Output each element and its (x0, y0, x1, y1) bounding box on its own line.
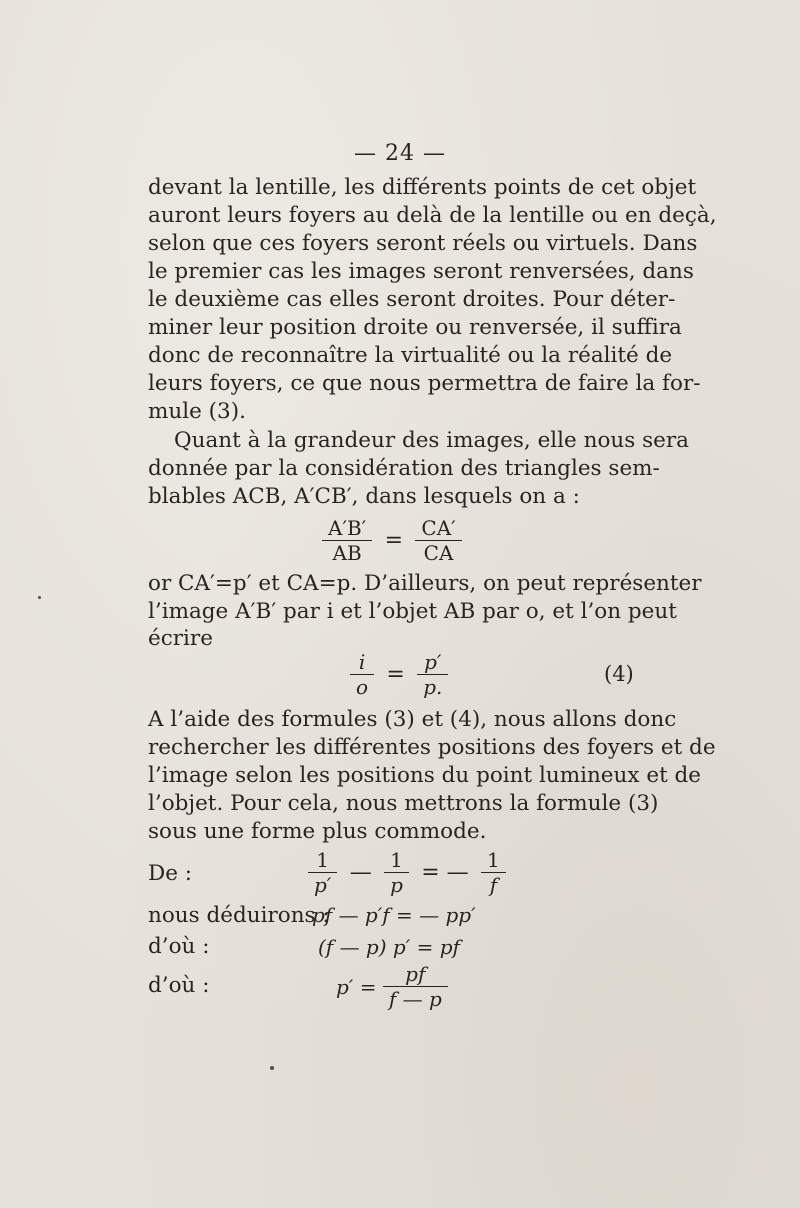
derivation-label: nous déduirons : (148, 903, 330, 928)
fraction (322, 516, 372, 565)
derivation-label: d’où : (148, 973, 210, 998)
formula-derivation-4 (336, 962, 448, 1011)
fraction-denominator: p′ (314, 873, 332, 897)
formula-derivation-1 (308, 848, 506, 897)
fraction-numerator: 1 (308, 848, 337, 873)
fraction-numerator: pf (383, 962, 448, 987)
derivation-label: d’où : (148, 934, 210, 959)
text-line: l’image A′B′ par i et l’objet AB par o, et l’on peut (148, 599, 677, 624)
text-line: mule (3). (148, 399, 246, 424)
fraction-numerator: A′B′ (322, 516, 372, 541)
fraction-denominator: AB (332, 541, 362, 565)
equation-number: (4) (604, 662, 634, 686)
fraction-numerator: 1 (481, 848, 506, 873)
fraction (350, 650, 374, 699)
formula-ratio (322, 516, 462, 565)
fraction (417, 650, 448, 699)
text-line: sous une forme plus commode. (148, 819, 487, 844)
fraction-numerator: 1 (384, 848, 409, 873)
text-line: donnée par la considération des triangles sem- (148, 456, 660, 481)
formula-lhs: p′ = (336, 974, 377, 999)
fraction-denominator: f — p (388, 987, 442, 1011)
fraction-denominator: CA (423, 541, 454, 565)
paper-speck (270, 1066, 274, 1070)
fraction-denominator: p. (423, 675, 443, 699)
page-number: — 24 — (354, 141, 446, 166)
fraction (383, 962, 448, 1011)
text-line: donc de reconnaître la virtualité ou la réalité de (148, 343, 673, 368)
text-line: blables ACB, A′CB′, dans lesquels on a : (148, 484, 580, 509)
text-line: Quant à la grandeur des images, elle nous sera (174, 428, 689, 453)
text-line: écrire (148, 626, 213, 651)
minus-sign: — (349, 860, 372, 885)
derivation-label: De : (148, 861, 193, 886)
text-line: selon que ces foyers seront réels ou virtuels. Dans (148, 231, 698, 256)
text-line: devant la lentille, les différents points de cet objet (148, 175, 697, 200)
fraction-numerator: p′ (417, 650, 448, 675)
text-line: leurs foyers, ce que nous permettra de faire la for- (148, 371, 701, 396)
text-line: le deuxième cas elles seront droites. Pour déter- (148, 287, 676, 312)
fraction-numerator: CA′ (415, 516, 461, 541)
formula-derivation-2: pf — p′f = — pp′ (312, 903, 476, 927)
fraction-denominator: p (390, 873, 403, 897)
fraction-denominator: o (356, 675, 369, 699)
fraction-denominator: f (489, 873, 498, 897)
text-line: l’image selon les positions du point lumineux et de (148, 763, 702, 788)
text-line: rechercher les différentes positions des foyers et de (148, 735, 716, 760)
fraction (415, 516, 461, 565)
equals-sign: = (384, 528, 404, 553)
formula-derivation-3: (f — p) p′ = pf (318, 935, 460, 959)
paper-speck (38, 596, 41, 599)
fraction-numerator: i (350, 650, 374, 675)
fraction (481, 848, 506, 897)
fraction (308, 848, 337, 897)
text-line: or CA′=p′ et CA=p. D’ailleurs, on peut représenter (148, 571, 702, 596)
text-line: A l’aide des formules (3) et (4), nous allons donc (148, 707, 677, 732)
text-line: l’objet. Pour cela, nous mettrons la formule (3) (148, 791, 659, 816)
fraction (384, 848, 409, 897)
formula-4 (350, 650, 448, 699)
equals-sign: = (386, 662, 405, 687)
text-line: le premier cas les images seront renversées, dans (148, 259, 694, 284)
text-line: miner leur position droite ou renversée, il suffira (148, 315, 682, 340)
text-line: auront leurs foyers au delà de la lentille ou en deçà, (148, 203, 717, 228)
equals-minus-sign: = — (421, 860, 469, 885)
